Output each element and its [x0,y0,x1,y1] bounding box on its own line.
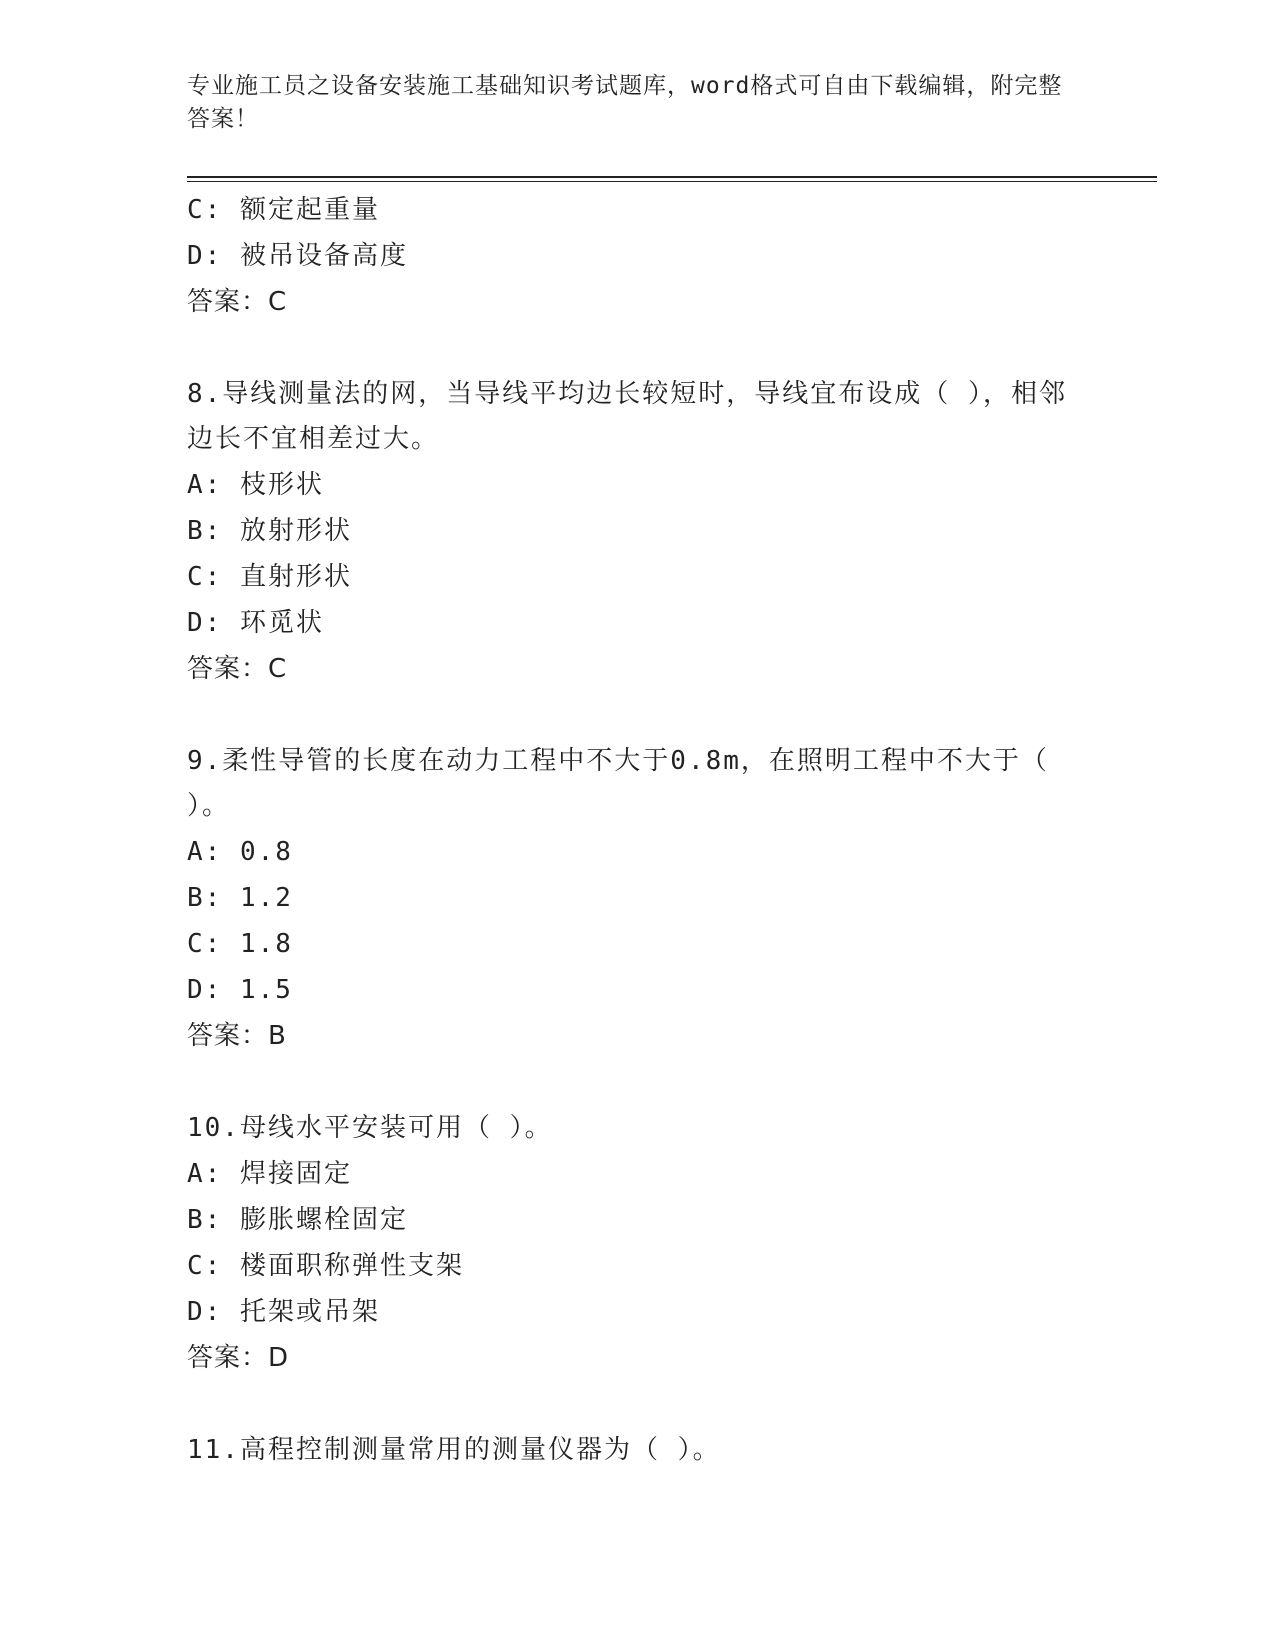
answer-value: C [268,654,289,684]
question-11 [187,1428,1107,1473]
option-c [187,554,1107,600]
question-8 [187,372,1107,692]
option-c [187,921,1107,967]
option-text: 放射形状 [239,516,352,546]
option-text: 焊接固定 [239,1159,352,1189]
answer-line [187,646,1107,692]
option-text: 直射形状 [239,562,352,592]
option-letter: D: [187,608,223,638]
answer-value: B [268,1021,288,1051]
option-b [187,508,1107,554]
option-text: 枝形状 [239,470,324,500]
option-letter: A: [187,1159,223,1189]
answer-label: 答案： [187,654,269,684]
option-d [187,967,1107,1013]
option-text: 0.8 [239,837,293,867]
option-a [187,1151,1107,1197]
question-7-continued [187,187,1107,325]
answer-line [187,1013,1107,1059]
question-stem: 11.高程控制测量常用的测量仪器为（ ）。 [187,1435,721,1465]
option-text: 额定起重量 [239,195,380,225]
option-d [187,1289,1107,1335]
option-text: 楼面职称弹性支架 [239,1251,464,1281]
answer-value: D [268,1343,291,1373]
option-letter: D: [187,1297,223,1327]
option-letter: B: [187,883,223,913]
option-letter: D: [187,975,223,1005]
option-text: 被吊设备高度 [239,241,408,271]
option-text: 1.2 [239,883,293,913]
option-letter: A: [187,837,223,867]
option-letter: D: [187,241,223,271]
answer-line [187,279,1107,325]
question-list [187,187,1107,1473]
question-9 [187,739,1107,1059]
option-text: 环觅状 [239,608,324,638]
option-b [187,1197,1107,1243]
option-letter: C: [187,1251,223,1281]
option-letter: C: [187,195,223,225]
answer-label: 答案： [187,1021,269,1051]
option-letter: C: [187,562,223,592]
option-d [187,600,1107,646]
question-stem: 8.导线测量法的网，当导线平均边长较短时，导线宜布设成（ ），相邻边长不宜相差过大。 [187,379,1067,454]
answer-label: 答案： [187,287,269,317]
answer-line [187,1335,1107,1381]
option-c [187,187,1107,233]
header-rule-thin [187,181,1157,182]
option-text: 托架或吊架 [239,1297,380,1327]
header-rule-thick [187,176,1157,178]
option-b [187,875,1107,921]
option-c [187,1243,1107,1289]
option-letter: B: [187,1205,223,1235]
option-letter: C: [187,929,223,959]
option-a [187,829,1107,875]
document-header: 专业施工员之设备安装施工基础知识考试题库，word格式可自由下载编辑，附完整答案！ [187,73,1063,132]
option-d [187,233,1107,279]
answer-value: C [268,287,289,317]
question-stem: 10.母线水平安装可用（ ）。 [187,1113,553,1143]
option-text: 1.5 [239,975,293,1005]
answer-label: 答案： [187,1343,269,1373]
option-text: 1.8 [239,929,293,959]
question-10 [187,1106,1107,1381]
option-a [187,462,1107,508]
option-letter: B: [187,516,223,546]
question-stem: 9.柔性导管的长度在动力工程中不大于0.8m，在照明工程中不大于（ ）。 [187,746,1049,821]
option-text: 膨胀螺栓固定 [239,1205,408,1235]
option-letter: A: [187,470,223,500]
